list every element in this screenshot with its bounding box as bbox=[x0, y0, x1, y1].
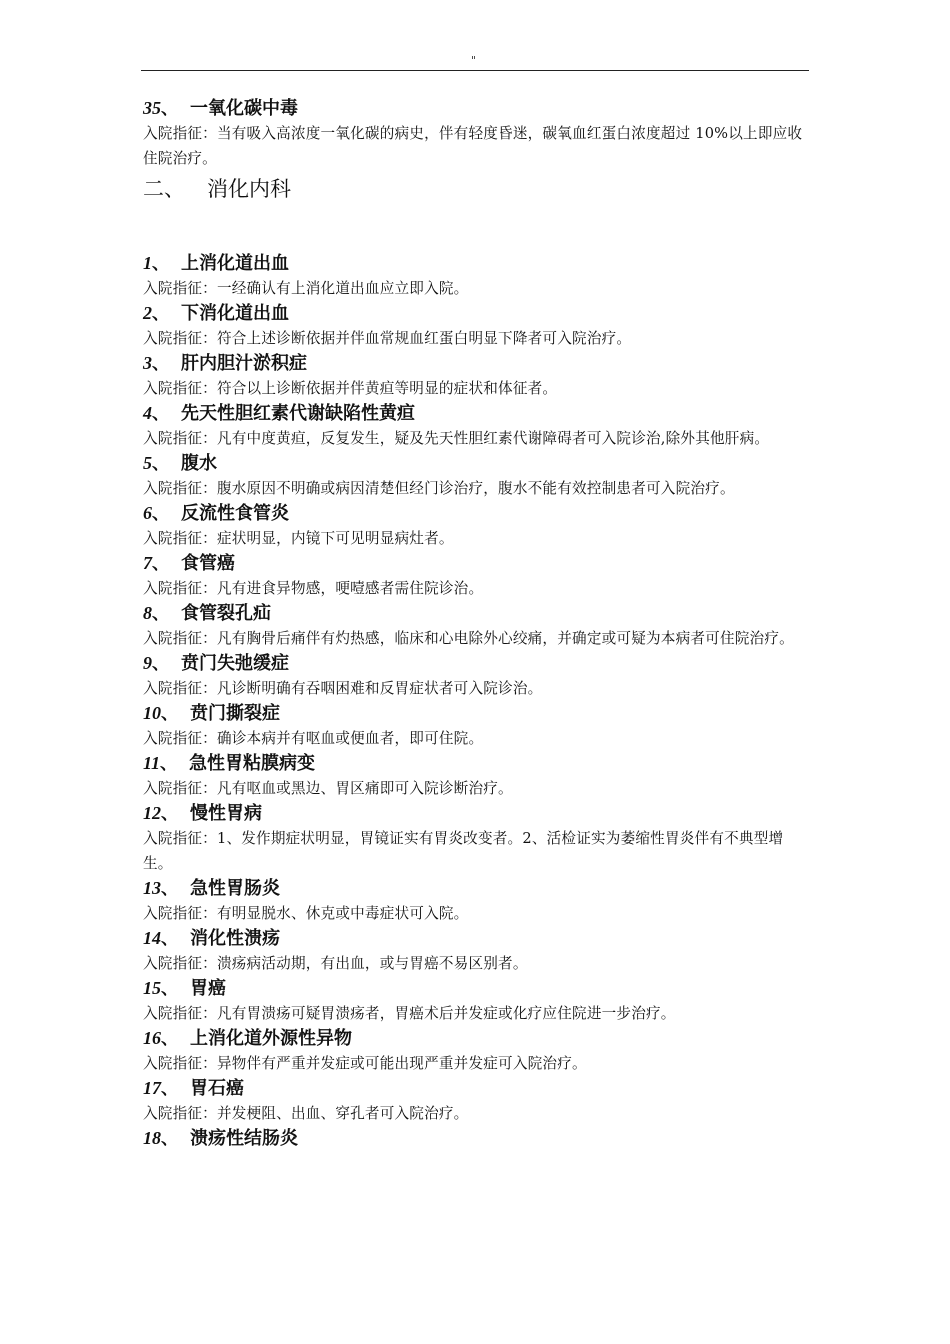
item-separator: 、 bbox=[161, 929, 178, 949]
section-number: 二、 bbox=[143, 177, 185, 201]
item-title: 慢性胃病 bbox=[190, 803, 262, 824]
list-item bbox=[143, 401, 811, 451]
list-item bbox=[143, 976, 811, 1026]
item-title: 胃癌 bbox=[190, 978, 226, 999]
item-title: 上消化道出血 bbox=[181, 253, 289, 274]
item-separator: 、 bbox=[161, 1029, 178, 1049]
item-number: 15 bbox=[143, 978, 161, 998]
item-title: 一氧化碳中毒 bbox=[190, 98, 298, 119]
item-heading bbox=[143, 501, 811, 526]
item-number: 1 bbox=[143, 253, 152, 273]
item-text: 入院指征：凡诊断明确有吞咽困难和反胃症状者可入院诊治。 bbox=[143, 680, 543, 697]
item-text: 入院指征：凡有中度黄疸，反复发生，疑及先天性胆红素代谢障碍者可入院诊治,除外其他肝病。 bbox=[143, 430, 770, 447]
item-text: 入院指征：症状明显，内镜下可见明显病灶者。 bbox=[143, 530, 454, 547]
item-title: 消化性溃疡 bbox=[190, 928, 280, 949]
item-number: 9 bbox=[143, 653, 152, 673]
section-heading bbox=[143, 174, 811, 204]
item-heading bbox=[143, 351, 811, 376]
item-text: 入院指征：异物伴有严重并发症或可能出现严重并发症可入院治疗。 bbox=[143, 1055, 587, 1072]
item-number: 7 bbox=[143, 553, 152, 573]
item-heading bbox=[143, 251, 811, 276]
item-title: 胃石癌 bbox=[190, 1078, 244, 1099]
item-heading bbox=[143, 96, 811, 121]
item-separator: 、 bbox=[152, 604, 169, 624]
item-separator: 、 bbox=[152, 354, 169, 374]
item-number: 3 bbox=[143, 353, 152, 373]
item-text: 入院指征：当有吸入高浓度一氧化碳的病史，伴有轻度昏迷，碳氧血红蛋白浓度超过 10%以上即应收住院治疗。 bbox=[143, 125, 803, 167]
item-text: 入院指征：溃疡病活动期，有出血，或与胃癌不易区别者。 bbox=[143, 955, 528, 972]
item-separator: 、 bbox=[152, 554, 169, 574]
item-title: 反流性食管炎 bbox=[181, 503, 289, 524]
item-separator: 、 bbox=[152, 304, 169, 324]
item-separator: 、 bbox=[161, 99, 178, 119]
item-title: 食管裂孔疝 bbox=[181, 603, 271, 624]
item-number: 12 bbox=[143, 803, 161, 823]
list-item bbox=[143, 451, 811, 501]
section-title: 消化内科 bbox=[207, 177, 291, 201]
item-number: 11 bbox=[143, 753, 161, 773]
item-number: 16 bbox=[143, 1028, 161, 1048]
item-title: 贲门撕裂症 bbox=[190, 703, 280, 724]
item-list bbox=[143, 251, 811, 1151]
item-text: 入院指征：确诊本病并有呕血或便血者，即可住院。 bbox=[143, 730, 484, 747]
item-title: 腹水 bbox=[181, 453, 217, 474]
item-text: 入院指征：凡有呕血或黑边、胃区痛即可入院诊断治疗。 bbox=[143, 780, 513, 797]
item-text: 入院指征：并发梗阻、出血、穿孔者可入院治疗。 bbox=[143, 1105, 469, 1122]
list-item bbox=[143, 1076, 811, 1126]
list-item bbox=[143, 501, 811, 551]
item-number: 5 bbox=[143, 453, 152, 473]
item-title: 贲门失弛缓症 bbox=[181, 653, 289, 674]
header-divider bbox=[141, 70, 809, 71]
list-item bbox=[143, 926, 811, 976]
item-separator: 、 bbox=[152, 654, 169, 674]
item-heading bbox=[143, 301, 811, 326]
item-heading bbox=[143, 551, 811, 576]
item-separator: 、 bbox=[161, 1129, 178, 1149]
item-number: 8 bbox=[143, 603, 152, 623]
item-title: 急性胃肠炎 bbox=[190, 878, 280, 899]
item-number: 2 bbox=[143, 303, 152, 323]
list-item bbox=[143, 351, 811, 401]
item-heading bbox=[143, 751, 811, 776]
list-item bbox=[143, 1126, 811, 1151]
item-title: 上消化道外源性异物 bbox=[190, 1028, 352, 1049]
item-heading bbox=[143, 926, 811, 951]
item-text: 入院指征：符合以上诊断依据并伴黄疸等明显的症状和体征者。 bbox=[143, 380, 558, 397]
item-title: 下消化道出血 bbox=[181, 303, 289, 324]
item-number: 10 bbox=[143, 703, 161, 723]
item-number: 4 bbox=[143, 403, 152, 423]
item-number: 6 bbox=[143, 503, 152, 523]
item-heading bbox=[143, 801, 811, 826]
list-item bbox=[143, 551, 811, 601]
item-text: 入院指征：1、发作期症状明显，胃镜证实有胃炎改变者。2、活检证实为萎缩性胃炎伴有不典型增生。 bbox=[143, 830, 784, 872]
list-item bbox=[143, 251, 811, 301]
list-item bbox=[143, 751, 811, 801]
list-item bbox=[143, 601, 811, 651]
item-separator: 、 bbox=[161, 704, 178, 724]
list-item bbox=[143, 1026, 811, 1076]
item-separator: 、 bbox=[161, 804, 178, 824]
item-text: 入院指征：腹水原因不明确或病因清楚但经门诊治疗，腹水不能有效控制患者可入院治疗。 bbox=[143, 480, 735, 497]
item-number: 35 bbox=[143, 98, 161, 118]
item-heading bbox=[143, 1126, 811, 1151]
item-number: 18 bbox=[143, 1128, 161, 1148]
item-title: 食管癌 bbox=[181, 553, 235, 574]
item-heading bbox=[143, 876, 811, 901]
item-separator: 、 bbox=[161, 979, 178, 999]
item-text: 入院指征：凡有胃溃疡可疑胃溃疡者，胃癌术后并发症或化疗应住院进一步治疗。 bbox=[143, 1005, 676, 1022]
list-item bbox=[143, 96, 811, 171]
item-title: 肝内胆汁淤积症 bbox=[181, 353, 307, 374]
item-separator: 、 bbox=[152, 504, 169, 524]
item-title: 溃疡性结肠炎 bbox=[190, 1128, 298, 1149]
item-text: 入院指征：凡有胸骨后痛伴有灼热感，临床和心电除外心绞痛，并确定或可疑为本病者可住院治疗。 bbox=[143, 630, 794, 647]
header-mark: " bbox=[471, 54, 477, 67]
item-text: 入院指征：一经确认有上消化道出血应立即入院。 bbox=[143, 280, 469, 297]
list-item bbox=[143, 701, 811, 751]
item-heading bbox=[143, 651, 811, 676]
section-spacer bbox=[143, 204, 811, 251]
item-text: 入院指征：符合上述诊断依据并伴血常规血红蛋白明显下降者可入院治疗。 bbox=[143, 330, 632, 347]
item-heading bbox=[143, 451, 811, 476]
item-separator: 、 bbox=[161, 1079, 178, 1099]
item-separator: 、 bbox=[161, 879, 178, 899]
item-number: 14 bbox=[143, 928, 161, 948]
list-item bbox=[143, 876, 811, 926]
item-heading bbox=[143, 401, 811, 426]
item-heading bbox=[143, 1076, 811, 1101]
item-text: 入院指征：有明显脱水、休克或中毒症状可入院。 bbox=[143, 905, 469, 922]
item-separator: 、 bbox=[152, 404, 169, 424]
item-heading bbox=[143, 601, 811, 626]
item-number: 13 bbox=[143, 878, 161, 898]
item-separator: 、 bbox=[152, 254, 169, 274]
item-title: 急性胃粘膜病变 bbox=[189, 753, 316, 774]
document-body bbox=[143, 96, 811, 1151]
list-item bbox=[143, 801, 811, 876]
list-item bbox=[143, 301, 811, 351]
list-item bbox=[143, 651, 811, 701]
item-text: 入院指征：凡有进食异物感，哽噎感者需住院诊治。 bbox=[143, 580, 484, 597]
item-number: 17 bbox=[143, 1078, 161, 1098]
item-heading bbox=[143, 1026, 811, 1051]
item-title: 先天性胆红素代谢缺陷性黄疸 bbox=[181, 403, 415, 424]
item-separator: 、 bbox=[160, 754, 178, 774]
item-heading bbox=[143, 701, 811, 726]
item-heading bbox=[143, 976, 811, 1001]
item-separator: 、 bbox=[152, 454, 169, 474]
